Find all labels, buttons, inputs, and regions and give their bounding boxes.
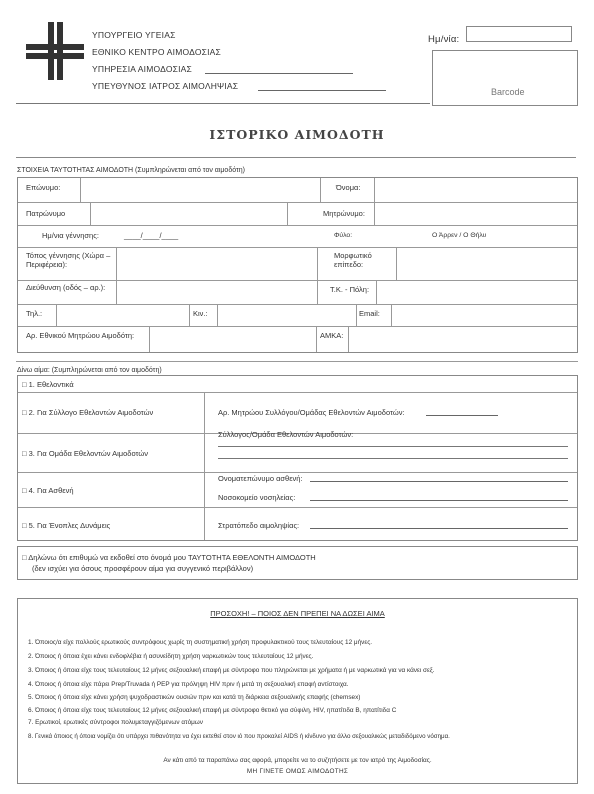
association-name-line-1[interactable] bbox=[218, 446, 568, 447]
declaration-checkbox[interactable]: □ Δηλώνω ότι επιθυμώ να εκδοθεί στο όνομά μου ΤΑΥΤΟΤΗΤΑ ΕΘΕΛΟΝΤΗ ΑΙΜΟΔΟΤΗ bbox=[22, 553, 316, 562]
hospital-label: Νοσοκομείο νοσηλείας: bbox=[218, 493, 296, 502]
mother-name-field[interactable] bbox=[375, 203, 577, 225]
option-association[interactable]: □ 2. Για Σύλλογο Εθελοντών Αιμοδοτών bbox=[22, 408, 154, 417]
title-divider bbox=[16, 157, 576, 158]
camp-line[interactable] bbox=[310, 521, 568, 529]
mobile-field[interactable] bbox=[218, 305, 356, 326]
option-patient[interactable]: □ 4. Για Ασθενή bbox=[22, 486, 74, 495]
barcode-label: Barcode bbox=[491, 87, 525, 97]
service-line[interactable] bbox=[205, 66, 353, 74]
service-name: ΥΠΗΡΕΣΙΑ ΑΙΜΟΔΟΣΙΑΣ bbox=[92, 64, 192, 74]
registry-label: Αρ. Εθνικού Μητρώου Αιμοδότη: bbox=[26, 331, 135, 340]
phone-label: Τηλ.: bbox=[26, 309, 43, 318]
donation-section-label: Δίνω αίμα: (Συμπληρώνεται από τον αιμοδότη) bbox=[17, 367, 162, 374]
identity-section-label: ΣΤΟΙΧΕΙΑ ΤΑΥΤΟΤΗΤΑΣ ΑΙΜΟΔΟΤΗ (Συμπληρώνεται από τον αιμοδότη) bbox=[17, 167, 246, 174]
amka-field[interactable] bbox=[349, 327, 577, 352]
declaration-box bbox=[17, 546, 578, 580]
identity-table bbox=[17, 177, 578, 353]
address-field[interactable] bbox=[117, 281, 317, 304]
camp-label: Στρατόπεδο αιμοληψίας: bbox=[218, 521, 300, 530]
birthplace-label: Τόπος γέννησης (Χώρα – Περιφέρεια): bbox=[26, 251, 111, 269]
sex-label: Φύλο: bbox=[334, 232, 353, 239]
barcode-box bbox=[432, 50, 578, 106]
physician-label: ΥΠΕΥΘΥΝΟΣ ΙΑΤΡΟΣ ΑΙΜΟΛΗΨΙΑΣ bbox=[92, 81, 239, 91]
birthdate-field[interactable]: ____/____/____ bbox=[124, 231, 179, 240]
address-label: Διεύθυνση (οδός – αρ.): bbox=[26, 283, 106, 292]
warning-item: 4. Όποιος ή όποια είχε πάρει Prep/Truvada ή PEP για πρόληψη HIV πριν ή μετά τη σεξουαλική επαφή αντίστοιχα. bbox=[28, 681, 349, 688]
warning-item: 5. Όποιος ή όποια είχε κάνει χρήση ψυχοδραστικών ουσιών πριν και κατά τη διάρκεια σεξουαλικής επαφής (chemsex) bbox=[28, 694, 361, 701]
page-title: ΙΣΤΟΡΙΚΟ ΑΙΜΟΔΟΤΗ bbox=[209, 127, 385, 142]
surname-field[interactable] bbox=[81, 178, 320, 202]
amka-label: ΑΜΚΑ: bbox=[320, 331, 344, 340]
hospital-line[interactable] bbox=[310, 493, 568, 501]
option-group[interactable]: □ 3. Για Ομάδα Εθελοντών Αιμοδοτών bbox=[22, 449, 149, 458]
warning-heading: ΠΡΟΣΟΧΗ! – ΠΟΙΟΣ ΔΕΝ ΠΡΕΠΕΙ ΝΑ ΔΩΣΕΙ ΑΙΜΑ bbox=[210, 609, 385, 618]
birthplace-field[interactable] bbox=[117, 248, 317, 280]
sex-options[interactable]: Ο Άρρεν / Ο Θήλυ bbox=[432, 232, 487, 239]
warning-item: 2. Όποιος ή όποια έχει κάνει ενδοφλέβια ή ασυνείδητη χρήση ναρκωτικών τους τελευταίους 12 μήνες. bbox=[28, 653, 314, 660]
warning-item: 3. Όποιος ή όποια είχε τους τελευταίους 12 μήνες σεξουαλική επαφή με σύντροφο που πληρώνεται με χρήματα ή με ναρκωτικά για να κάνει σεξ. bbox=[28, 667, 435, 674]
identity-divider bbox=[16, 361, 578, 362]
name-field[interactable] bbox=[375, 178, 577, 202]
option-armed-forces[interactable]: □ 5. Για Ένοπλες Δυνάμεις bbox=[22, 521, 111, 530]
center-name: ΕΘΝΙΚΟ ΚΕΝΤΡΟ ΑΙΜΟΔΟΣΙΑΣ bbox=[92, 47, 222, 57]
name-label: Όνομα: bbox=[336, 183, 361, 192]
postcode-field[interactable] bbox=[377, 281, 577, 304]
cross-logo-icon bbox=[26, 22, 84, 80]
donation-table bbox=[17, 375, 578, 541]
warning-item: 1. Όποιος/α είχε πολλούς ερωτικούς συντρόφους χωρίς τη συστηματική χρήση προφυλακτικού τους τελευταίους 12 μήνες. bbox=[28, 639, 373, 646]
birthdate-label: Ημ/νια γέννησης: bbox=[42, 231, 99, 240]
email-field[interactable] bbox=[392, 305, 577, 326]
warning-box bbox=[17, 598, 578, 784]
association-name-line-2[interactable] bbox=[218, 458, 568, 459]
postcode-label: Τ.Κ. - Πόλη: bbox=[330, 285, 370, 294]
warning-final: ΜΗ ΓΙΝΕΤΕ ΟΜΩΣ ΑΙΜΟΔΟΤΗΣ bbox=[246, 768, 349, 775]
header-divider bbox=[16, 103, 430, 104]
option-voluntary[interactable]: □ 1. Εθελοντικά bbox=[22, 380, 74, 389]
physician-line[interactable] bbox=[258, 83, 386, 91]
association-number-line[interactable] bbox=[426, 408, 498, 416]
ministry-name: ΥΠΟΥΡΓΕΙΟ ΥΓΕΙΑΣ bbox=[92, 30, 176, 40]
father-name-label: Πατρώνυμο bbox=[26, 209, 66, 218]
surname-label: Επώνυμο: bbox=[26, 183, 61, 192]
mobile-label: Κιν.: bbox=[193, 309, 208, 318]
education-field[interactable] bbox=[397, 248, 577, 280]
warning-footer: Αν κάτι από τα παραπάνω σας αφορά, μπορείτε να το συζητήσετε με τον ιατρό της Αιμοδοσίας. bbox=[163, 757, 432, 764]
patient-name-label: Ονοματεπώνυμο ασθενή: bbox=[218, 474, 303, 483]
association-number-label: Αρ. Μητρώου Συλλόγου/Ομάδας Εθελοντών Αιμοδοτών: bbox=[218, 408, 405, 417]
email-label: Email: bbox=[359, 309, 380, 318]
association-name-label: Σύλλογος/Ομάδα Εθελοντών Αιμοδοτών: bbox=[218, 430, 354, 439]
warning-item: 6. Όποιος ή όποια είχε τους τελευταίους 12 μήνες σεξουαλική επαφή με σύντροφο θετικό για σύφιλη, HIV, ηπατίτιδα Β, ηπατίτιδα C bbox=[28, 707, 397, 714]
date-label: Ημ/νία: bbox=[428, 34, 460, 45]
father-name-field[interactable] bbox=[91, 203, 287, 225]
patient-name-line[interactable] bbox=[310, 474, 568, 482]
warning-item: 8. Γενικά όποιος ή όποια νομίζει ότι υπάρχει πιθανότητα να έχει εκτεθεί στον ιό που προκαλεί AIDS ή κίνδυνο για άλλο σεξουαλικώς μεταδιδόμενο νόσημα. bbox=[28, 733, 450, 740]
education-label: Μορφωτικό επίπεδο: bbox=[334, 251, 372, 269]
warning-item: 7. Ερωτικοί, ερωτικές σύντροφοι πολυμεταγγιζόμενων ατόμων bbox=[28, 719, 203, 726]
date-field[interactable] bbox=[466, 26, 572, 42]
mother-name-label: Μητρώνυμο: bbox=[323, 209, 365, 218]
phone-field[interactable] bbox=[57, 305, 189, 326]
declaration-note: (δεν ισχύει για όσους προσφέρουν αίμα για συγγενικό περιβάλλον) bbox=[32, 564, 254, 573]
registry-field[interactable] bbox=[150, 327, 316, 352]
